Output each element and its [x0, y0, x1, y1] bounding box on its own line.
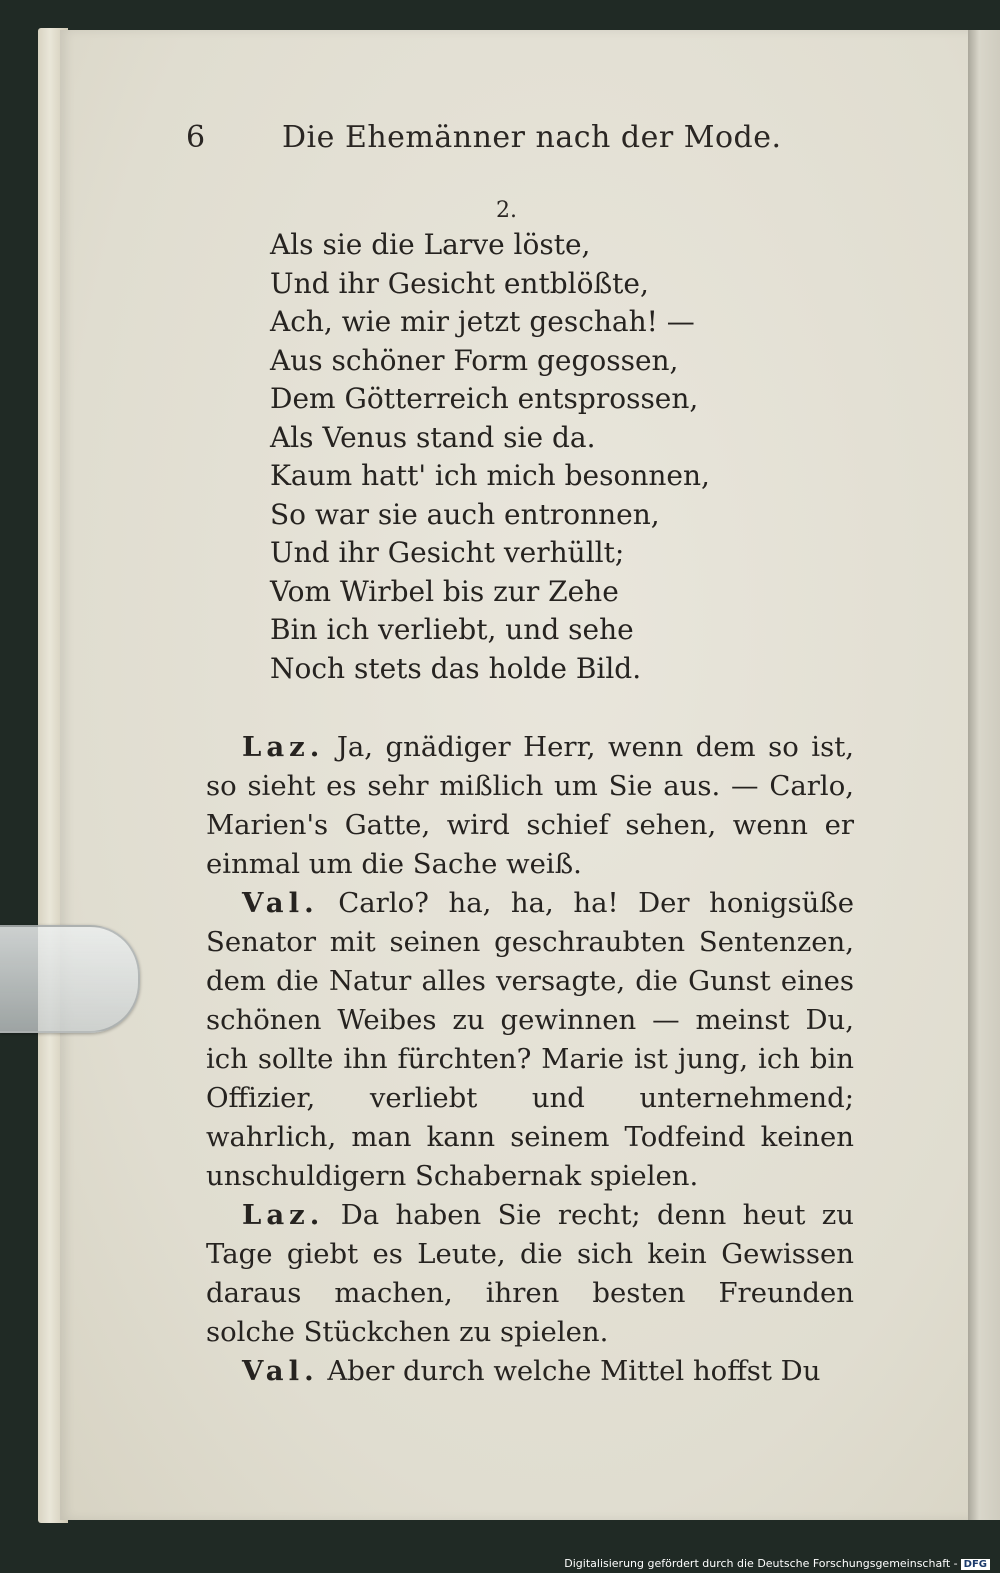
page-header	[186, 120, 786, 164]
verse-line: Bin ich verliebt, und sehe	[270, 613, 634, 646]
digitization-credit	[564, 1557, 990, 1570]
page-number: 6	[186, 120, 206, 155]
speaker-name: Val.	[242, 887, 319, 919]
dialogue-paragraph	[206, 1196, 854, 1352]
dialogue-text: Carlo? ha, ha, ha! Der honigsüße Senator mit seinen geschraubten Sentenzen, dem die Natur alles versagte, die Gunst eines schönen Weibes zu gewinnen — meinst Du, ich sollte ihn fürchten? Marie ist jung, ich bin Offizier, verliebt und unternehmend; wahrlich, man kann seinem Todfeind keinen unschuldigern Schabernak spielen.	[206, 887, 854, 1192]
page-clip	[0, 925, 140, 1033]
verse-line: Als Venus stand sie da.	[270, 420, 596, 454]
dialogue-paragraph	[206, 1352, 854, 1391]
speaker-name: Laz.	[242, 1199, 325, 1231]
verse-line: Kaum hatt' ich mich besonnen,	[270, 459, 710, 492]
verse-line: Und ihr Gesicht entblößte,	[270, 266, 649, 300]
running-title: Die Ehemänner nach der Mode.	[282, 120, 782, 155]
verse-line: So war sie auch entronnen,	[270, 497, 660, 531]
verse-line: Aus schöner Form gegossen,	[270, 343, 679, 377]
verse-line: Und ihr Gesicht verhüllt;	[270, 536, 625, 569]
verse-stanza	[270, 226, 730, 688]
verse-line: Dem Götterreich entsprossen,	[270, 382, 699, 415]
credit-text: Digitalisierung gefördert durch die Deutsche Forschungsgemeinschaft -	[564, 1557, 958, 1570]
stanza-number: 2.	[496, 198, 517, 223]
verse-line: Als sie die Larve löste,	[270, 228, 591, 261]
verse-line: Ach, wie mir jetzt geschah! —	[270, 305, 695, 338]
dialogue-text: Aber durch welche Mittel hoffst Du	[327, 1355, 821, 1387]
dialogue-paragraph	[206, 884, 854, 1196]
dialogue-text: Ja, gnädiger Herr, wenn dem so ist, so sieht es sehr mißlich um Sie aus. — Carlo, Marien's Gatte, wird schief sehen, wenn er einmal um die Sache weiß.	[206, 731, 854, 880]
verse-line: Noch stets das holde Bild.	[270, 651, 642, 685]
book-gutter	[968, 30, 1000, 1520]
dialogue-body	[206, 728, 854, 1391]
speaker-name: Val.	[242, 1355, 319, 1387]
dfg-logo: DFG	[961, 1559, 990, 1570]
dialogue-text: Da haben Sie recht; denn heut zu Tage giebt es Leute, die sich kein Gewissen daraus machen, ihren besten Freunden solche Stückchen zu spielen.	[206, 1199, 854, 1348]
dialogue-paragraph	[206, 728, 854, 884]
speaker-name: Laz.	[242, 731, 325, 763]
verse-line: Vom Wirbel bis zur Zehe	[270, 574, 619, 608]
